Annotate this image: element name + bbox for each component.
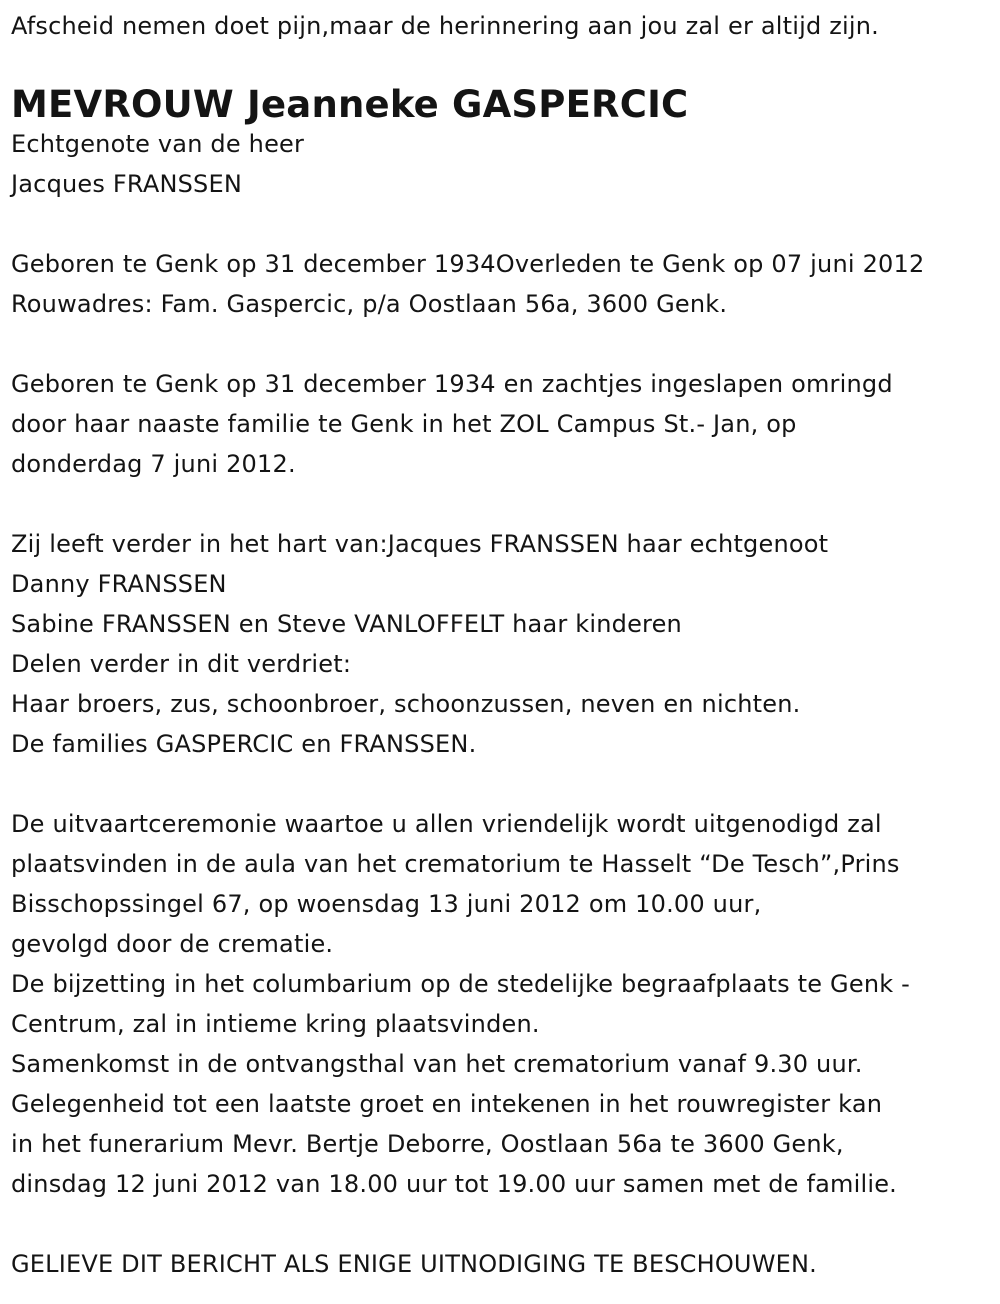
closing-notice: GELIEVE DIT BERICHT ALS ENIGE UITNODIGING TE BESCHOUWEN. [11, 1250, 817, 1278]
dates-line-1: Geboren te Genk op 31 december 1934Overleden te Genk op 07 juni 2012 [11, 250, 925, 278]
ceremony-line-2: plaatsvinden in de aula van het crematorium te Hasselt “De Tesch”,Prins [11, 850, 900, 878]
spacer [11, 46, 991, 80]
family-line-4: Delen verder in dit verdriet: [11, 650, 352, 678]
spacer [11, 324, 991, 364]
deceased-name: MEVROUW Jeanneke GASPERCIC [11, 83, 689, 126]
ceremony-line-9: in het funerarium Mevr. Bertje Deborre, Oostlaan 56a te 3600 Genk, [11, 1130, 844, 1158]
family-line-5: Haar broers, zus, schoonbroer, schoonzussen, neven en nichten. [11, 690, 801, 718]
family-line-6: De families GASPERCIC en FRANSSEN. [11, 730, 477, 758]
dates-line-2: Rouwadres: Fam. Gaspercic, p/a Oostlaan 56a, 3600 Genk. [11, 290, 728, 318]
family-line-2: Danny FRANSSEN [11, 570, 227, 598]
ceremony-line-7: Samenkomst in de ontvangsthal van het crematorium vanaf 9.30 uur. [11, 1050, 863, 1078]
passing-line-3: donderdag 7 juni 2012. [11, 450, 296, 478]
obituary-document [11, 0, 991, 1284]
passing-line-2: door haar naaste familie te Genk in het ZOL Campus St.- Jan, op [11, 410, 797, 438]
ceremony-line-10: dinsdag 12 juni 2012 van 18.00 uur tot 19.00 uur samen met de familie. [11, 1170, 898, 1198]
relation-line-1: Echtgenote van de heer [11, 130, 305, 158]
ceremony-line-8: Gelegenheid tot een laatste groet en intekenen in het rouwregister kan [11, 1090, 883, 1118]
motto-line: Afscheid nemen doet pijn,maar de herinnering aan jou zal er altijd zijn. [11, 12, 880, 40]
spacer [11, 1204, 991, 1244]
ceremony-line-4: gevolgd door de crematie. [11, 930, 334, 958]
ceremony-line-6: Centrum, zal in intieme kring plaatsvinden. [11, 1010, 540, 1038]
spacer [11, 764, 991, 804]
spacer [11, 204, 991, 244]
passing-line-1: Geboren te Genk op 31 december 1934 en zachtjes ingeslapen omringd [11, 370, 893, 398]
family-line-1: Zij leeft verder in het hart van:Jacques FRANSSEN haar echtgenoot [11, 530, 829, 558]
ceremony-line-1: De uitvaartceremonie waartoe u allen vriendelijk wordt uitgenodigd zal [11, 810, 882, 838]
spacer [11, 484, 991, 524]
family-line-3: Sabine FRANSSEN en Steve VANLOFFELT haar kinderen [11, 610, 682, 638]
ceremony-line-3: Bisschopssingel 67, op woensdag 13 juni 2012 om 10.00 uur, [11, 890, 762, 918]
relation-line-2: Jacques FRANSSEN [11, 170, 242, 198]
ceremony-line-5: De bijzetting in het columbarium op de stedelijke begraafplaats te Genk - [11, 970, 911, 998]
